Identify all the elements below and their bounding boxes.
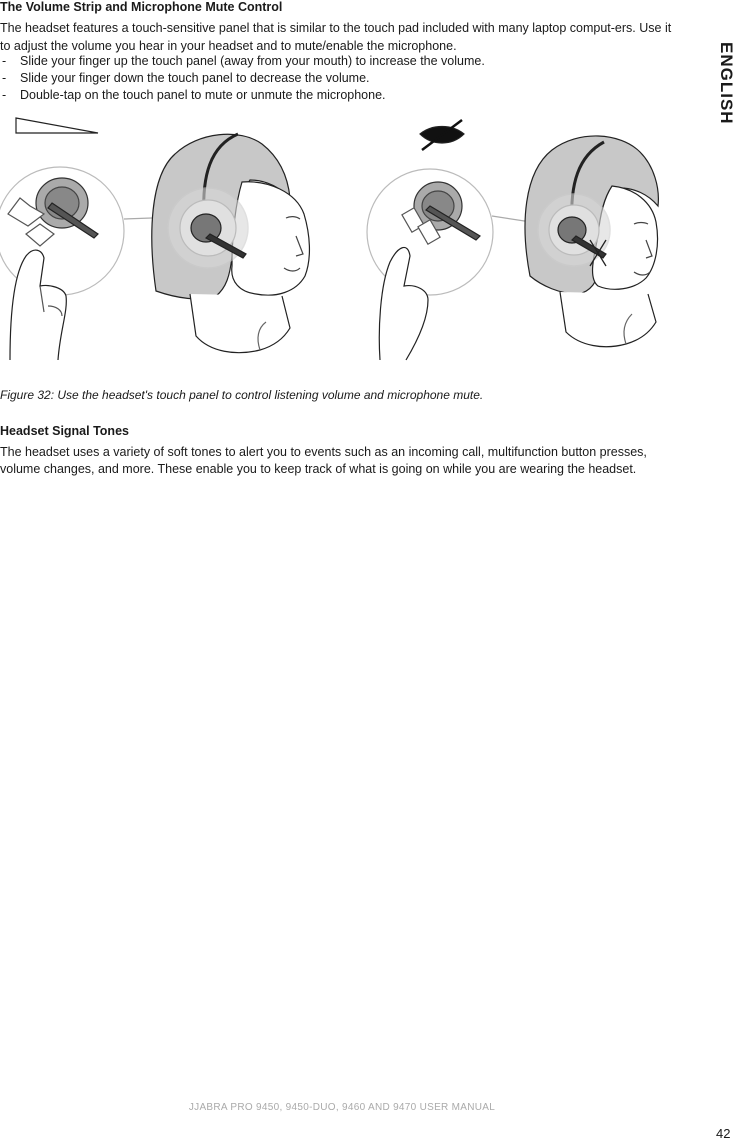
list-item xyxy=(0,53,684,70)
signal-tones-heading: Headset Signal Tones xyxy=(0,424,129,438)
list-item xyxy=(0,70,684,87)
neck-shoulders-left xyxy=(190,294,290,353)
neck-shoulders-right xyxy=(560,292,656,347)
section-title: The Volume Strip and Microphone Mute Control xyxy=(0,0,283,14)
intro-paragraph: The headset features a touch-sensitive panel that is similar to the touch pad included with many laptop comput-ers. Use it to adjust the volume you hear in your headset and to mute/enable the microphone. xyxy=(0,21,672,53)
volume-wedge-icon xyxy=(16,118,98,133)
headset-illustration xyxy=(0,106,684,362)
bullet-dash: - xyxy=(2,71,7,85)
mute-lips-icon xyxy=(420,120,464,150)
language-side-label: ENGLISH xyxy=(717,42,736,125)
instruction-list xyxy=(0,53,684,104)
list-item-text: Double-tap on the touch panel to mute or unmute the microphone. xyxy=(20,88,386,102)
signal-tones-paragraph: The headset uses a variety of soft tones to alert you to events such as an incoming call, multifunction button presses, volume changes, and more. These enable you to keep track of what is going on while you are wearing the headset. xyxy=(0,445,647,476)
bullet-dash: - xyxy=(2,54,7,68)
figure-caption: Figure 32: Use the headset's touch panel to control listening volume and microphone mute. xyxy=(0,388,484,402)
bullet-dash: - xyxy=(2,88,7,102)
list-item-text: Slide your finger down the touch panel to decrease the volume. xyxy=(20,71,370,85)
page-number: 42 xyxy=(716,1126,731,1141)
list-item-text: Slide your finger up the touch panel (away from your mouth) to increase the volume. xyxy=(20,54,485,68)
list-item xyxy=(0,87,684,104)
page-footer: JJABRA PRO 9450, 9450-DUO, 9460 AND 9470 USER MANUAL xyxy=(188,1102,496,1113)
